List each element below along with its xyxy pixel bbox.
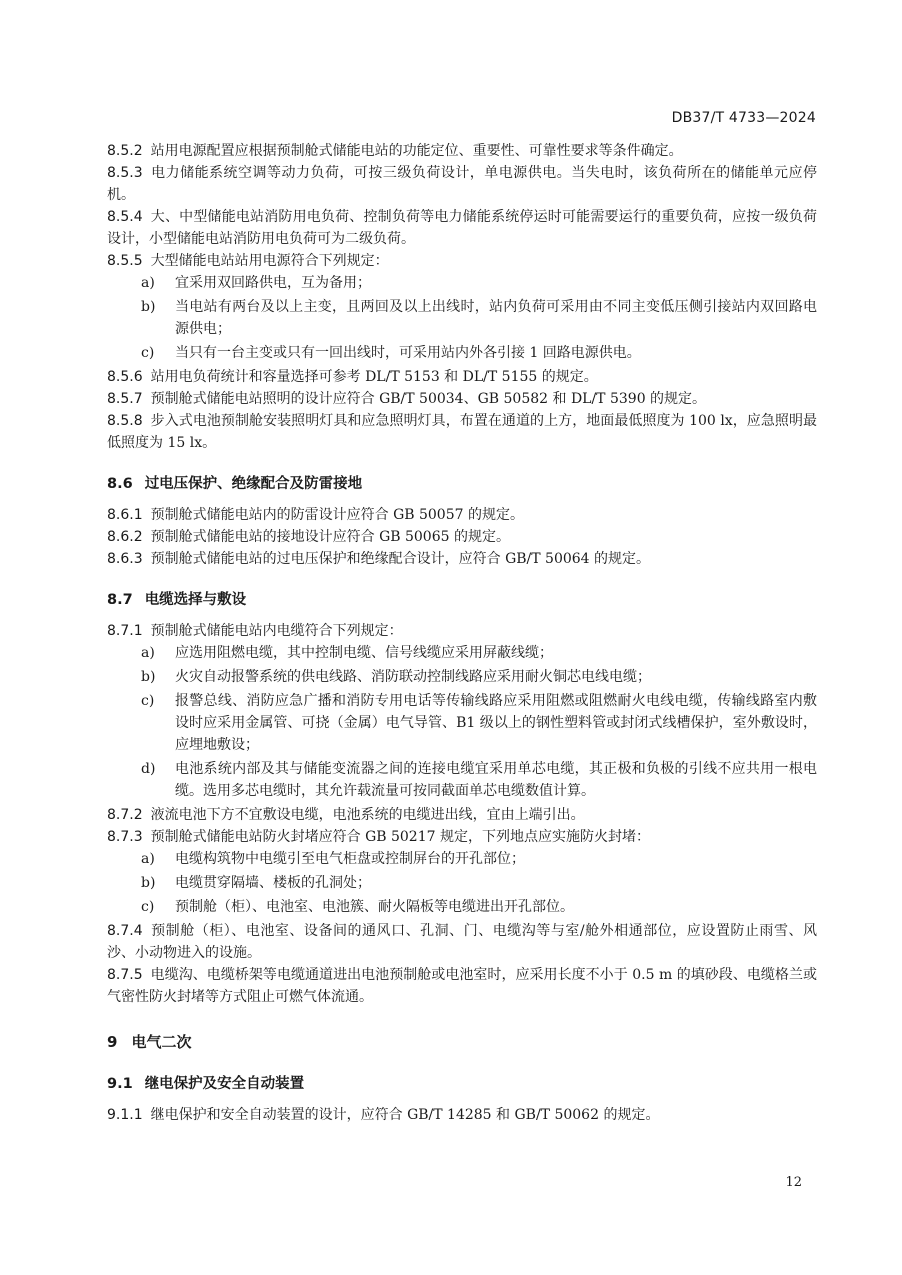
clause-text: 预制舱（柜）、电池室、设备间的通风口、孔洞、门、电缆沟等与室/舱外相通部位，应设置防止雨雪、风沙、小动物进入的设施。 xyxy=(107,923,817,961)
list-item xyxy=(107,642,817,664)
clause-number: 8.7.5 xyxy=(107,967,143,983)
clause-number: 8.6.2 xyxy=(107,529,143,545)
section-number: 8.7 xyxy=(107,592,133,608)
clause-number: 8.6.3 xyxy=(107,551,143,567)
clause-text: 继电保护和安全自动装置的设计，应符合 GB/T 14285 和 GB/T 50062 的规定。 xyxy=(150,1107,660,1123)
clause-text: 大型储能电站站用电源符合下列规定： xyxy=(150,253,389,269)
list-marker: b) xyxy=(141,875,156,891)
clause-number: 8.5.6 xyxy=(107,369,143,385)
clause-number: 8.5.8 xyxy=(107,413,143,429)
clause-text: 预制舱式储能电站内的防雷设计应符合 GB 50057 的规定。 xyxy=(150,507,524,523)
list-marker: d) xyxy=(141,761,156,777)
list-item-text: 电池系统内部及其与储能变流器之间的连接电缆宜采用单芯电缆，其正极和负极的引线不应共用一根电缆。选用多芯电缆时，其允许载流量可按同截面单芯电缆数值计算。 xyxy=(175,761,817,799)
list-item-text: 电缆构筑物中电缆引至电气柜盘或控制屏台的开孔部位； xyxy=(175,851,525,867)
clause-8-7-3 xyxy=(107,826,817,848)
list-marker: b) xyxy=(141,669,156,685)
section-title: 继电保护及安全自动装置 xyxy=(144,1076,305,1092)
clause-text: 预制舱式储能电站防火封堵应符合 GB 50217 规定，下列地点应实施防火封堵： xyxy=(150,829,650,845)
clause-8-7-2 xyxy=(107,804,817,826)
list-marker: c) xyxy=(141,693,155,709)
list-item-text: 电缆贯穿隔墙、楼板的孔洞处； xyxy=(175,875,371,891)
clause-8-5-7 xyxy=(107,388,817,410)
clause-text: 站用电源配置应根据预制舱式储能电站的功能定位、重要性、可靠性要求等条件确定。 xyxy=(150,143,683,159)
list-item-text: 应选用阻燃电缆，其中控制电缆、信号线缆应采用屏蔽线缆； xyxy=(175,645,553,661)
section-title: 电缆选择与敷设 xyxy=(144,592,247,608)
list-marker: c) xyxy=(141,345,155,361)
clause-8-6-3 xyxy=(107,548,817,570)
list-item-text: 预制舱（柜）、电池室、电池簇、耐火隔板等电缆进出开孔部位。 xyxy=(175,899,574,915)
section-heading-8-6 xyxy=(107,472,817,496)
list-item xyxy=(107,758,817,802)
clause-number: 8.7.1 xyxy=(107,623,143,639)
clause-number: 8.6.1 xyxy=(107,507,143,523)
clause-text: 步入式电池预制舱安装照明灯具和应急照明灯具，布置在通道的上方，地面最低照度为 100 lx，应急照明最低照度为 15 lx。 xyxy=(107,413,817,451)
section-heading-9-1 xyxy=(107,1072,817,1096)
list-marker: a) xyxy=(141,851,155,867)
chapter-heading-9 xyxy=(107,1030,817,1054)
clause-text: 预制舱式储能电站照明的设计应符合 GB/T 50034、GB 50582 和 DL/T 5390 的规定。 xyxy=(150,391,707,407)
clause-8-5-6 xyxy=(107,366,817,388)
page-body xyxy=(107,140,817,1126)
clause-8-5-2 xyxy=(107,140,817,162)
list-item-text: 报警总线、消防应急广播和消防专用电话等传输线路应采用阻燃或阻燃耐火电线电缆，传输线路室内敷设时应采用金属管、可挠（金属）电气导管、B1 级以上的钢性塑料管或封闭式线槽保护，室外敷设时，应埋地敷设； xyxy=(175,693,817,753)
section-number: 8.6 xyxy=(107,476,133,492)
clause-8-5-3 xyxy=(107,162,817,206)
clause-number: 8.5.3 xyxy=(107,165,143,181)
list-item xyxy=(107,296,817,340)
page-number: 12 xyxy=(785,1175,802,1190)
clause-text: 大、中型储能电站消防用电负荷、控制负荷等电力储能系统停运时可能需要运行的重要负荷，应按一级负荷设计，小型储能电站消防用电负荷可为二级负荷。 xyxy=(107,209,817,247)
clause-number: 8.5.4 xyxy=(107,209,143,225)
clause-8-6-2 xyxy=(107,526,817,548)
list-item xyxy=(107,690,817,756)
section-number: 9.1 xyxy=(107,1076,133,1092)
clause-text: 液流电池下方不宜敷设电缆，电池系统的电缆进出线，宜由上端引出。 xyxy=(150,807,585,823)
clause-9-1-1 xyxy=(107,1104,817,1126)
clause-text: 电缆沟、电缆桥架等电缆通道进出电池预制舱或电池室时，应采用长度不小于 0.5 m 的填砂段、电缆格兰或气密性防火封堵等方式阻止可燃气体流通。 xyxy=(107,967,817,1005)
list-item-text: 当只有一台主变或只有一回出线时，可采用站内外各引接 1 回路电源供电。 xyxy=(175,345,641,361)
clause-number: 8.7.2 xyxy=(107,807,143,823)
list-item xyxy=(107,848,817,870)
list-marker: c) xyxy=(141,899,155,915)
list-item xyxy=(107,272,817,294)
clause-8-7-5 xyxy=(107,964,817,1008)
clause-number: 8.5.2 xyxy=(107,143,143,159)
clause-8-6-1 xyxy=(107,504,817,526)
list-item xyxy=(107,872,817,894)
list-item-text: 火灾自动报警系统的供电线路、消防联动控制线路应采用耐火铜芯电线电缆； xyxy=(175,669,651,685)
list-marker: b) xyxy=(141,299,156,315)
document-code-header: DB37/T 4733—2024 xyxy=(671,110,816,126)
clause-text: 预制舱式储能电站的接地设计应符合 GB 50065 的规定。 xyxy=(150,529,510,545)
chapter-number: 9 xyxy=(107,1033,118,1051)
clause-number: 9.1.1 xyxy=(107,1107,143,1123)
clause-text: 站用电负荷统计和容量选择可参考 DL/T 5153 和 DL/T 5155 的规定。 xyxy=(150,369,598,385)
section-title: 过电压保护、绝缘配合及防雷接地 xyxy=(144,476,363,492)
clause-number: 8.7.3 xyxy=(107,829,143,845)
clause-number: 8.7.4 xyxy=(107,923,143,939)
section-heading-8-7 xyxy=(107,588,817,612)
clause-text: 预制舱式储能电站的过电压保护和绝缘配合设计，应符合 GB/T 50064 的规定。 xyxy=(150,551,651,567)
list-item-text: 宜采用双回路供电，互为备用； xyxy=(175,275,371,291)
clause-8-7-1 xyxy=(107,620,817,642)
list-marker: a) xyxy=(141,645,155,661)
clause-8-5-5 xyxy=(107,250,817,272)
list-item-text: 当电站有两台及以上主变，且两回及以上出线时，站内负荷可采用由不同主变低压侧引接站内双回路电源供电； xyxy=(175,299,817,337)
chapter-title: 电气二次 xyxy=(131,1033,192,1051)
clause-number: 8.5.7 xyxy=(107,391,143,407)
list-marker: a) xyxy=(141,275,155,291)
list-item xyxy=(107,896,817,918)
list-item xyxy=(107,342,817,364)
clause-text: 电力储能系统空调等动力负荷，可按三级负荷设计，单电源供电。当失电时，该负荷所在的储能单元应停机。 xyxy=(107,165,817,203)
clause-text: 预制舱式储能电站内电缆符合下列规定： xyxy=(150,623,403,639)
clause-8-5-8 xyxy=(107,410,817,454)
clause-number: 8.5.5 xyxy=(107,253,143,269)
clause-8-5-4 xyxy=(107,206,817,250)
list-item xyxy=(107,666,817,688)
clause-8-7-4 xyxy=(107,920,817,964)
